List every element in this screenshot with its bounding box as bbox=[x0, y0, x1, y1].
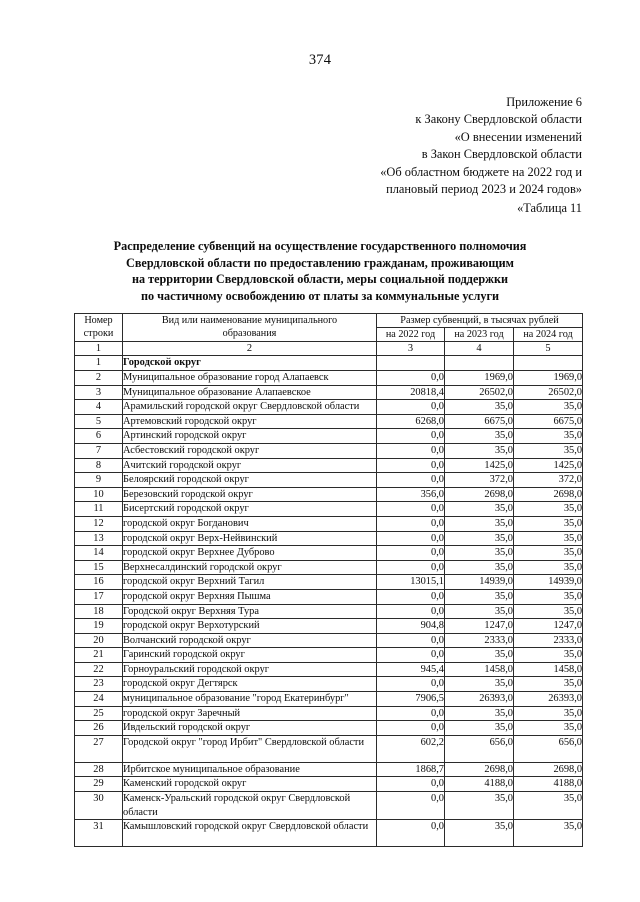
amount-2022-cell: 1868,7 bbox=[377, 762, 445, 777]
municipality-name-cell: городской округ Верх-Нейвинский bbox=[123, 531, 377, 546]
header-municipality-name bbox=[123, 314, 377, 342]
row-number-cell: 31 bbox=[75, 820, 123, 847]
row-number-cell: 3 bbox=[75, 385, 123, 400]
header-row-number-line2: строки bbox=[83, 328, 114, 340]
municipality-name-cell: Муниципальное образование город Алапаевск bbox=[123, 371, 377, 386]
municipality-name-cell: городской округ Верхняя Пышма bbox=[123, 589, 377, 604]
amount-2023-cell: 372,0 bbox=[445, 473, 514, 488]
table-row bbox=[75, 400, 583, 415]
amount-2024-cell: 656,0 bbox=[514, 735, 583, 762]
amount-2024-cell: 372,0 bbox=[514, 473, 583, 488]
municipality-name-cell: Гаринский городской округ bbox=[123, 648, 377, 663]
amount-2023-cell: 1458,0 bbox=[445, 662, 514, 677]
column-number-5: 5 bbox=[514, 342, 583, 356]
row-number-cell: 23 bbox=[75, 677, 123, 692]
amount-2024-cell: 14939,0 bbox=[514, 575, 583, 590]
amount-2022-cell: 0,0 bbox=[377, 371, 445, 386]
amount-2024-cell: 35,0 bbox=[514, 820, 583, 847]
row-number-cell: 19 bbox=[75, 619, 123, 634]
amount-2023-cell: 1969,0 bbox=[445, 371, 514, 386]
row-number-cell: 6 bbox=[75, 429, 123, 444]
amount-2024-cell: 35,0 bbox=[514, 516, 583, 531]
municipality-name-cell: Городской округ "город Ирбит" Свердловской области bbox=[123, 735, 377, 762]
table-row bbox=[75, 560, 583, 575]
table-caption: «Таблица 11 bbox=[517, 201, 582, 215]
page-number: 374 bbox=[308, 52, 332, 68]
table-row bbox=[75, 385, 583, 400]
amount-2022-cell: 0,0 bbox=[377, 604, 445, 619]
amount-2024-cell: 35,0 bbox=[514, 443, 583, 458]
municipality-name-cell: городской округ Дегтярск bbox=[123, 677, 377, 692]
amount-2023-cell: 1247,0 bbox=[445, 619, 514, 634]
amount-2022-cell: 0,0 bbox=[377, 721, 445, 736]
amount-2023-cell: 35,0 bbox=[445, 429, 514, 444]
row-number-cell: 13 bbox=[75, 531, 123, 546]
municipality-name-cell: Муниципальное образование Алапаевское bbox=[123, 385, 377, 400]
municipality-name-cell: Горноуральский городской округ bbox=[123, 662, 377, 677]
municipality-name-cell: Артинский городской округ bbox=[123, 429, 377, 444]
amount-2022-cell: 0,0 bbox=[377, 560, 445, 575]
municipality-name-cell: городской округ Верхнее Дуброво bbox=[123, 546, 377, 561]
municipality-name-cell: Арамильский городской округ Свердловской области bbox=[123, 400, 377, 415]
amount-2022-cell: 0,0 bbox=[377, 633, 445, 648]
amount-2022-cell: 356,0 bbox=[377, 487, 445, 502]
amount-2024-cell: 35,0 bbox=[514, 531, 583, 546]
row-number-cell: 27 bbox=[75, 735, 123, 762]
amount-2024-cell: 26502,0 bbox=[514, 385, 583, 400]
appendix-attribution-block bbox=[162, 94, 582, 198]
amount-2024-cell: 2698,0 bbox=[514, 487, 583, 502]
title-line-4: по частичному освобождению от платы за коммунальные услуги bbox=[140, 288, 500, 303]
attribution-line-4: в Закон Свердловской области bbox=[421, 147, 582, 162]
municipality-name-cell: городской округ Верхотурский bbox=[123, 619, 377, 634]
amount-2022-cell: 0,0 bbox=[377, 792, 445, 820]
table-row bbox=[75, 414, 583, 429]
amount-2022-cell: 0,0 bbox=[377, 400, 445, 415]
amount-2022-cell: 0,0 bbox=[377, 443, 445, 458]
amount-2024-cell: 35,0 bbox=[514, 560, 583, 575]
row-number-cell: 29 bbox=[75, 777, 123, 792]
row-number-cell: 21 bbox=[75, 648, 123, 663]
table-row bbox=[75, 458, 583, 473]
amount-2023-cell: 35,0 bbox=[445, 531, 514, 546]
table-row bbox=[75, 487, 583, 502]
row-number-cell: 24 bbox=[75, 692, 123, 707]
amount-2024-cell: 35,0 bbox=[514, 400, 583, 415]
amount-2023-cell: 26502,0 bbox=[445, 385, 514, 400]
municipality-name-cell: Верхнесалдинский городской округ bbox=[123, 560, 377, 575]
amount-2022-cell: 945,4 bbox=[377, 662, 445, 677]
amount-2022-cell: 0,0 bbox=[377, 546, 445, 561]
amount-2024-cell: 35,0 bbox=[514, 677, 583, 692]
column-number-2: 2 bbox=[123, 342, 377, 356]
amount-2024-cell: 26393,0 bbox=[514, 692, 583, 707]
row-number-cell: 10 bbox=[75, 487, 123, 502]
subventions-table bbox=[74, 313, 583, 847]
row-number-cell: 15 bbox=[75, 560, 123, 575]
column-number-4: 4 bbox=[445, 342, 514, 356]
attribution-line-6: плановый период 2023 и 2024 годов» bbox=[386, 182, 582, 197]
attribution-line-5: «Об областном бюджете на 2022 год и bbox=[380, 164, 582, 179]
amount-2022-cell: 602,2 bbox=[377, 735, 445, 762]
amount-2024-cell: 35,0 bbox=[514, 604, 583, 619]
amount-2024-cell bbox=[514, 356, 583, 371]
amount-2022-cell: 0,0 bbox=[377, 502, 445, 517]
table-row bbox=[75, 762, 583, 777]
amount-2024-cell: 1425,0 bbox=[514, 458, 583, 473]
table-row bbox=[75, 662, 583, 677]
municipality-name-cell: городской округ Заречный bbox=[123, 706, 377, 721]
table-row bbox=[75, 604, 583, 619]
table-row bbox=[75, 531, 583, 546]
row-number-cell: 17 bbox=[75, 589, 123, 604]
table-row bbox=[75, 589, 583, 604]
municipality-name-cell: Асбестовский городской округ bbox=[123, 443, 377, 458]
row-number-cell: 14 bbox=[75, 546, 123, 561]
amount-2023-cell: 4188,0 bbox=[445, 777, 514, 792]
table-row bbox=[75, 443, 583, 458]
table-row bbox=[75, 473, 583, 488]
row-number-cell: 22 bbox=[75, 662, 123, 677]
row-number-cell: 18 bbox=[75, 604, 123, 619]
amount-2023-cell: 35,0 bbox=[445, 443, 514, 458]
table-row bbox=[75, 721, 583, 736]
amount-2023-cell: 6675,0 bbox=[445, 414, 514, 429]
amount-2022-cell: 0,0 bbox=[377, 706, 445, 721]
amount-2024-cell: 4188,0 bbox=[514, 777, 583, 792]
attribution-line-2: к Закону Свердловской области bbox=[415, 112, 582, 127]
municipality-name-cell: Белоярский городской округ bbox=[123, 473, 377, 488]
amount-2023-cell: 35,0 bbox=[445, 677, 514, 692]
amount-2022-cell: 6268,0 bbox=[377, 414, 445, 429]
title-line-1: Распределение субвенций на осуществление государственного полномочия bbox=[113, 239, 527, 253]
header-name-line2: образования bbox=[222, 328, 277, 340]
municipality-name-cell: Ачитский городской округ bbox=[123, 458, 377, 473]
header-row-column-numbers bbox=[75, 342, 583, 356]
table-row bbox=[75, 633, 583, 648]
attribution-line-3: «О внесении изменений bbox=[454, 129, 582, 144]
table-row bbox=[75, 692, 583, 707]
table-row bbox=[75, 677, 583, 692]
amount-2022-cell: 0,0 bbox=[377, 777, 445, 792]
table-row bbox=[75, 356, 583, 371]
amount-2023-cell: 35,0 bbox=[445, 546, 514, 561]
header-row-number-line1: Номер bbox=[84, 315, 113, 326]
amount-2022-cell: 904,8 bbox=[377, 619, 445, 634]
amount-2023-cell: 35,0 bbox=[445, 792, 514, 820]
header-row-main bbox=[75, 314, 583, 328]
amount-2023-cell: 35,0 bbox=[445, 400, 514, 415]
column-number-1: 1 bbox=[75, 342, 123, 356]
header-year-2023: на 2023 год bbox=[445, 328, 514, 342]
row-number-cell: 2 bbox=[75, 371, 123, 386]
amount-2023-cell: 26393,0 bbox=[445, 692, 514, 707]
row-number-cell: 20 bbox=[75, 633, 123, 648]
amount-2022-cell: 0,0 bbox=[377, 677, 445, 692]
amount-2023-cell: 2333,0 bbox=[445, 633, 514, 648]
row-number-cell: 4 bbox=[75, 400, 123, 415]
amount-2023-cell: 14939,0 bbox=[445, 575, 514, 590]
amount-2023-cell bbox=[445, 356, 514, 371]
amount-2022-cell: 0,0 bbox=[377, 473, 445, 488]
table-row bbox=[75, 777, 583, 792]
amount-2023-cell: 656,0 bbox=[445, 735, 514, 762]
municipality-name-cell: Березовский городской округ bbox=[123, 487, 377, 502]
amount-2022-cell bbox=[377, 356, 445, 371]
municipality-name-cell: городской округ Богданович bbox=[123, 516, 377, 531]
amount-2024-cell: 2333,0 bbox=[514, 633, 583, 648]
header-year-2024: на 2024 год bbox=[514, 328, 583, 342]
table-row bbox=[75, 516, 583, 531]
table-row bbox=[75, 820, 583, 847]
table-body bbox=[75, 356, 583, 847]
row-number-cell: 12 bbox=[75, 516, 123, 531]
amount-2022-cell: 0,0 bbox=[377, 589, 445, 604]
column-number-3: 3 bbox=[377, 342, 445, 356]
amount-2022-cell: 0,0 bbox=[377, 458, 445, 473]
table-row bbox=[75, 546, 583, 561]
amount-2023-cell: 35,0 bbox=[445, 589, 514, 604]
amount-2022-cell: 0,0 bbox=[377, 648, 445, 663]
row-number-cell: 25 bbox=[75, 706, 123, 721]
amount-2024-cell: 1247,0 bbox=[514, 619, 583, 634]
amount-2023-cell: 35,0 bbox=[445, 516, 514, 531]
amount-2023-cell: 35,0 bbox=[445, 721, 514, 736]
municipality-name-cell: Камышловский городской округ Свердловской области bbox=[123, 820, 377, 847]
row-number-cell: 5 bbox=[75, 414, 123, 429]
amount-2023-cell: 35,0 bbox=[445, 560, 514, 575]
row-number-cell: 30 bbox=[75, 792, 123, 820]
amount-2024-cell: 35,0 bbox=[514, 502, 583, 517]
subventions-table-container bbox=[74, 313, 582, 847]
title-line-2: Свердловской области по предоставлению гражданам, проживающим bbox=[126, 255, 514, 270]
table-row bbox=[75, 735, 583, 762]
table-row bbox=[75, 706, 583, 721]
municipality-name-cell: Городской округ Верхняя Тура bbox=[123, 604, 377, 619]
amount-2024-cell: 35,0 bbox=[514, 721, 583, 736]
amount-2022-cell: 20818,4 bbox=[377, 385, 445, 400]
amount-2024-cell: 35,0 bbox=[514, 429, 583, 444]
municipality-name-cell: Волчанский городской округ bbox=[123, 633, 377, 648]
municipality-name-cell: муниципальное образование "город Екатеринбург" bbox=[123, 692, 377, 707]
amount-2023-cell: 35,0 bbox=[445, 604, 514, 619]
amount-2023-cell: 2698,0 bbox=[445, 762, 514, 777]
amount-2022-cell: 0,0 bbox=[377, 531, 445, 546]
amount-2024-cell: 6675,0 bbox=[514, 414, 583, 429]
amount-2024-cell: 35,0 bbox=[514, 648, 583, 663]
municipality-name-cell: городской округ Верхний Тагил bbox=[123, 575, 377, 590]
amount-2022-cell: 13015,1 bbox=[377, 575, 445, 590]
amount-2024-cell: 1458,0 bbox=[514, 662, 583, 677]
amount-2022-cell: 0,0 bbox=[377, 516, 445, 531]
amount-2024-cell: 1969,0 bbox=[514, 371, 583, 386]
amount-2023-cell: 1425,0 bbox=[445, 458, 514, 473]
table-row bbox=[75, 429, 583, 444]
row-number-cell: 8 bbox=[75, 458, 123, 473]
municipality-name-cell: Артемовский городской округ bbox=[123, 414, 377, 429]
amount-2024-cell: 35,0 bbox=[514, 589, 583, 604]
amount-2022-cell: 0,0 bbox=[377, 429, 445, 444]
attribution-line-1: Приложение 6 bbox=[506, 95, 582, 109]
section-header-cell: Городской округ bbox=[123, 356, 377, 371]
title-line-3: на территории Свердловской области, меры социальной поддержки bbox=[131, 272, 509, 287]
table-head bbox=[75, 314, 583, 356]
amount-2023-cell: 35,0 bbox=[445, 502, 514, 517]
amount-2024-cell: 35,0 bbox=[514, 706, 583, 721]
row-number-cell: 16 bbox=[75, 575, 123, 590]
table-row bbox=[75, 371, 583, 386]
amount-2023-cell: 35,0 bbox=[445, 648, 514, 663]
row-number-cell: 26 bbox=[75, 721, 123, 736]
amount-2022-cell: 7906,5 bbox=[377, 692, 445, 707]
header-name-line1: Вид или наименование муниципального bbox=[161, 315, 338, 326]
table-row bbox=[75, 619, 583, 634]
header-year-2022: на 2022 год bbox=[377, 328, 445, 342]
municipality-name-cell: Каменский городской округ bbox=[123, 777, 377, 792]
row-number-cell: 11 bbox=[75, 502, 123, 517]
table-row bbox=[75, 575, 583, 590]
municipality-name-cell: Бисертский городской округ bbox=[123, 502, 377, 517]
amount-2022-cell: 0,0 bbox=[377, 820, 445, 847]
table-row bbox=[75, 502, 583, 517]
table-row bbox=[75, 648, 583, 663]
row-number-cell: 28 bbox=[75, 762, 123, 777]
page-title bbox=[60, 238, 580, 304]
amount-2023-cell: 35,0 bbox=[445, 706, 514, 721]
municipality-name-cell: Ивдельский городской округ bbox=[123, 721, 377, 736]
amount-2024-cell: 35,0 bbox=[514, 546, 583, 561]
amount-2024-cell: 35,0 bbox=[514, 792, 583, 820]
row-number-cell: 7 bbox=[75, 443, 123, 458]
municipality-name-cell: Ирбитское муниципальное образование bbox=[123, 762, 377, 777]
row-number-cell: 1 bbox=[75, 356, 123, 371]
header-amount-group: Размер субвенций, в тысячах рублей bbox=[377, 314, 583, 328]
header-row-number bbox=[75, 314, 123, 342]
row-number-cell: 9 bbox=[75, 473, 123, 488]
amount-2023-cell: 2698,0 bbox=[445, 487, 514, 502]
amount-2023-cell: 35,0 bbox=[445, 820, 514, 847]
municipality-name-cell: Каменск-Уральский городской округ Свердловской области bbox=[123, 792, 377, 820]
table-row bbox=[75, 792, 583, 820]
amount-2024-cell: 2698,0 bbox=[514, 762, 583, 777]
